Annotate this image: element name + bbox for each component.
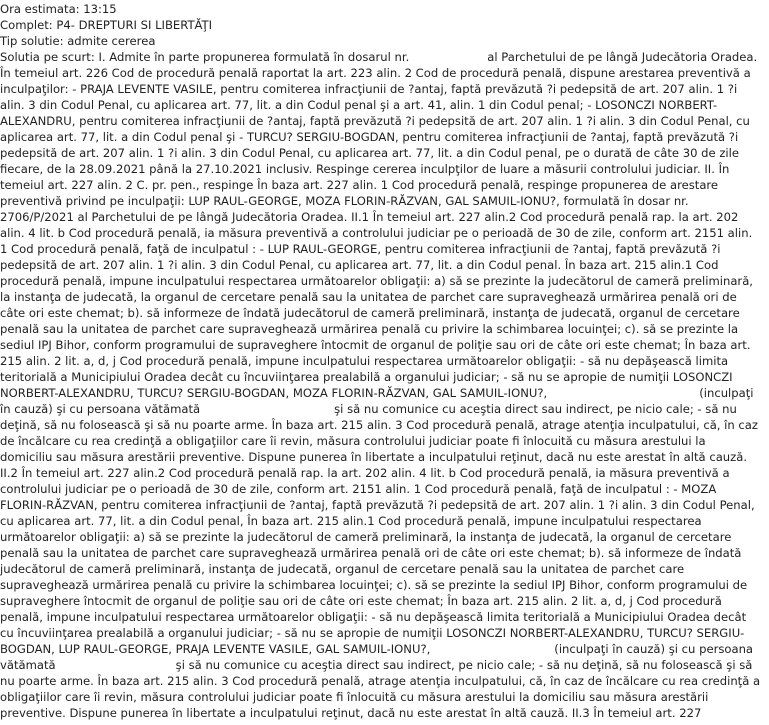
estimated-time-label: Ora estimata:	[0, 2, 80, 16]
estimated-time-value: 13:15	[83, 2, 117, 16]
solution-summary	[0, 49, 761, 721]
summary-part-3: (inculpaţi în cauză) şi cu persoana vătămată	[0, 386, 754, 416]
summary-part-6: şi să nu comunice cu aceştia direct sau indirect, pe nicio cale; - să nu deţină, să nu folosească şi să nu poarte arme. În baza art. 215 alin. 3 Cod procedură penală, atrage atenţia inculpatului, că, în caz de încălcare cu rea credinţă a obligaţiilor care îi revin, măsura controlului judiciar poate fi înlocuită cu măsura arestului la domiciliu sau măsura arestării preventive. Dispune punerea în libertate a inculpatului reţinut, dacă nu este arestat în altă cauză. II.3 În temeiul art. 227	[0, 658, 761, 720]
solution-type-line	[0, 33, 761, 49]
summary-part-1: I. Admite în parte propunerea formulată în dosarul nr.	[98, 50, 410, 64]
panel-label: Complet:	[0, 18, 53, 32]
panel-value: P4- DREPTURI SI LIBERTĂŢI	[56, 18, 213, 32]
panel-line	[0, 17, 761, 33]
solution-summary-label: Solutia pe scurt:	[0, 50, 95, 64]
solution-type-value: admite cererea	[67, 34, 156, 48]
summary-part-4: şi să nu comunice cu aceştia direct sau indirect, pe nicio cale; - să nu deţină, să nu folosească şi să nu poarte arme. În baza art. 215 alin. 3 Cod procedură penală, atrage atenţia inculpatului, că, în caz de încălcare cu rea credinţă a obligaţiilor care îi revin, măsura controlului judiciar poate fi înlocuită cu măsura arestului la domiciliu sau măsura arestării preventive. Dispune punerea în libertate a inculpatului reţinut, dacă nu este arestat în altă cauză. II.2 În temeiul art. 227 alin.2 Cod procedură penală rap. la art. 202 alin. 4 lit. b Cod procedură penală, ia măsura preventivă a controlului judiciar pe o perioadă de 30 de zile, conform art. 2151 alin. 1 Cod procedură penală, faţă de inculpatul : - MOZA FLORIN-RĂZVAN, pentru comiterea infracţiunii de ?antaj, faptă prevăzută ?i pedepsită de art. 207 alin. 1 ?i alin. 3 din Codul Penal, cu aplicarea art. 77, lit. a din Codul penal, În baza art. 215 alin.1 Cod procedură penală, impune inculpatului respectarea următoarelor obligaţii: a) să se prezinte la judecătorul de cameră preliminară, la instanţa de judecată, la organul de cercetare penală sau la unitatea de parchet care supraveghează urmărirea penală ori de câte ori este chemat; b). să informeze de îndată judecătorul de cameră preliminară, instanţa de judecată, organul de cercetare penală sau la unitatea de parchet care supraveghează urmărirea penală cu privire la schimbarea locuinţei; c). să se prezinte la sediul IPJ Bihor, conform programului de supraveghere întocmit de organul de poliţie sau ori de câte ori este chemat; În baza art. 215 alin. 2 lit. a, d, j Cod procedură penală, impune inculpatului respectarea următoarelor obligaţii: - să nu depăşească limita teritorială a Municipiului Oradea decât cu încuviinţarea prealabilă a organului judiciar; - să nu se apropie de numiţii LOSONCZI NORBERT-ALEXANDRU, TURCU? SERGIU-BOGDAN, LUP RAUL-GEORGE, PRAJA LEVENTE VASILE, GAL SAMUIL-IONU?,	[0, 402, 758, 656]
summary-part-5: (inculpaţi în cauză) şi cu persoana vătămată	[0, 642, 754, 672]
estimated-time-line	[0, 1, 761, 17]
summary-part-2: al Parchetului de pe lângă Judecătoria Oradea. În temeiul art. 226 Cod de procedură penală raportat la art. 223 alin. 2 Cod de procedură penală, dispune arestarea preventivă a inculpaţilor: - PRAJA LEVENTE VASILE, pentru comiterea infracţiunii de ?antaj, faptă prevăzută ?i pedepsită de art. 207 alin. 1 ?i alin. 3 din Codul Penal, cu aplicarea art. 77, lit. a din Codul penal şi a art. 41, alin. 1 din Codul penal; - LOSONCZI NORBERT-ALEXANDRU, pentru comiterea infracţiunii de ?antaj, faptă prevăzută ?i pedepsită de art. 207 alin. 1 ?i alin. 3 din Codul Penal, cu aplicarea art. 77, lit. a din Codul penal şi - TURCU? SERGIU-BOGDAN, pentru comiterea infracţiunii de ?antaj, faptă prevăzută ?i pedepsită de art. 207 alin. 1 ?i alin. 3 din Codul Penal, cu aplicarea art. 77, lit. a din Codul penal, pe o durată de câte 30 de zile fiecare, de la 28.09.2021 până la 27.10.2021 inclusiv. Respinge cererea inculpţilor de luare a măsurii controlului judiciar. II. În temeiul art. 227 alin. 2 C. pr. pen., respinge În baza art. 227 alin. 1 Cod procedură penală, respinge propunerea de arestare preventivă privind pe inculpaţii: LUP RAUL-GEORGE, MOZA FLORIN-RĂZVAN, GAL SAMUIL-IONU?, formulată în dosar nr. 2706/P/2021 al Parchetului de pe lângă Judecătoria Oradea. II.1 În temeiul art. 227 alin.2 Cod procedură penală rap. la art. 202 alin. 4 lit. b Cod procedură penală, ia măsura preventivă a controlului judiciar pe o perioadă de 30 de zile, conform art. 2151 alin. 1 Cod procedură penală, faţă de inculpatul : - LUP RAUL-GEORGE, pentru comiterea infracţiunii de ?antaj, faptă prevăzută ?i pedepsită de art. 207 alin. 1 ?i alin. 3 din Codul Penal, cu aplicarea art. 77, lit. a din Codul penal. În baza art. 215 alin.1 Cod procedură penală, impune inculpatului respectarea următoarelor obligaţii: a) să se prezinte la judecătorul de cameră preliminară, la instanţa de judecată, la organul de cercetare penală sau la unitatea de parchet care supraveghează urmărirea penală ori de câte ori este chemat; b). să informeze de îndată judecătorul de cameră preliminară, instanţa de judecată, organul de cercetare penală sau la unitatea de parchet care supraveghează urmărirea penală cu privire la schimbarea locuinţei; c). să se prezinte la sediul IPJ Bihor, conform programului de supraveghere întocmit de organul de poliţie sau ori de câte ori este chemat; În baza art. 215 alin. 2 lit. a, d, j Cod procedură penală, impune inculpatului respectarea următoarelor obligaţii: - să nu depăşească limita teritorială a Municipiului Oradea decât cu încuviinţarea prealabilă a organului judiciar; - să nu se apropie de numiţii LOSONCZI NORBERT-ALEXANDRU, TURCU? SERGIU-BOGDAN, MOZA FLORIN-RĂZVAN, GAL SAMUIL-IONU?,	[0, 50, 758, 400]
solution-type-label: Tip solutie:	[0, 34, 64, 48]
